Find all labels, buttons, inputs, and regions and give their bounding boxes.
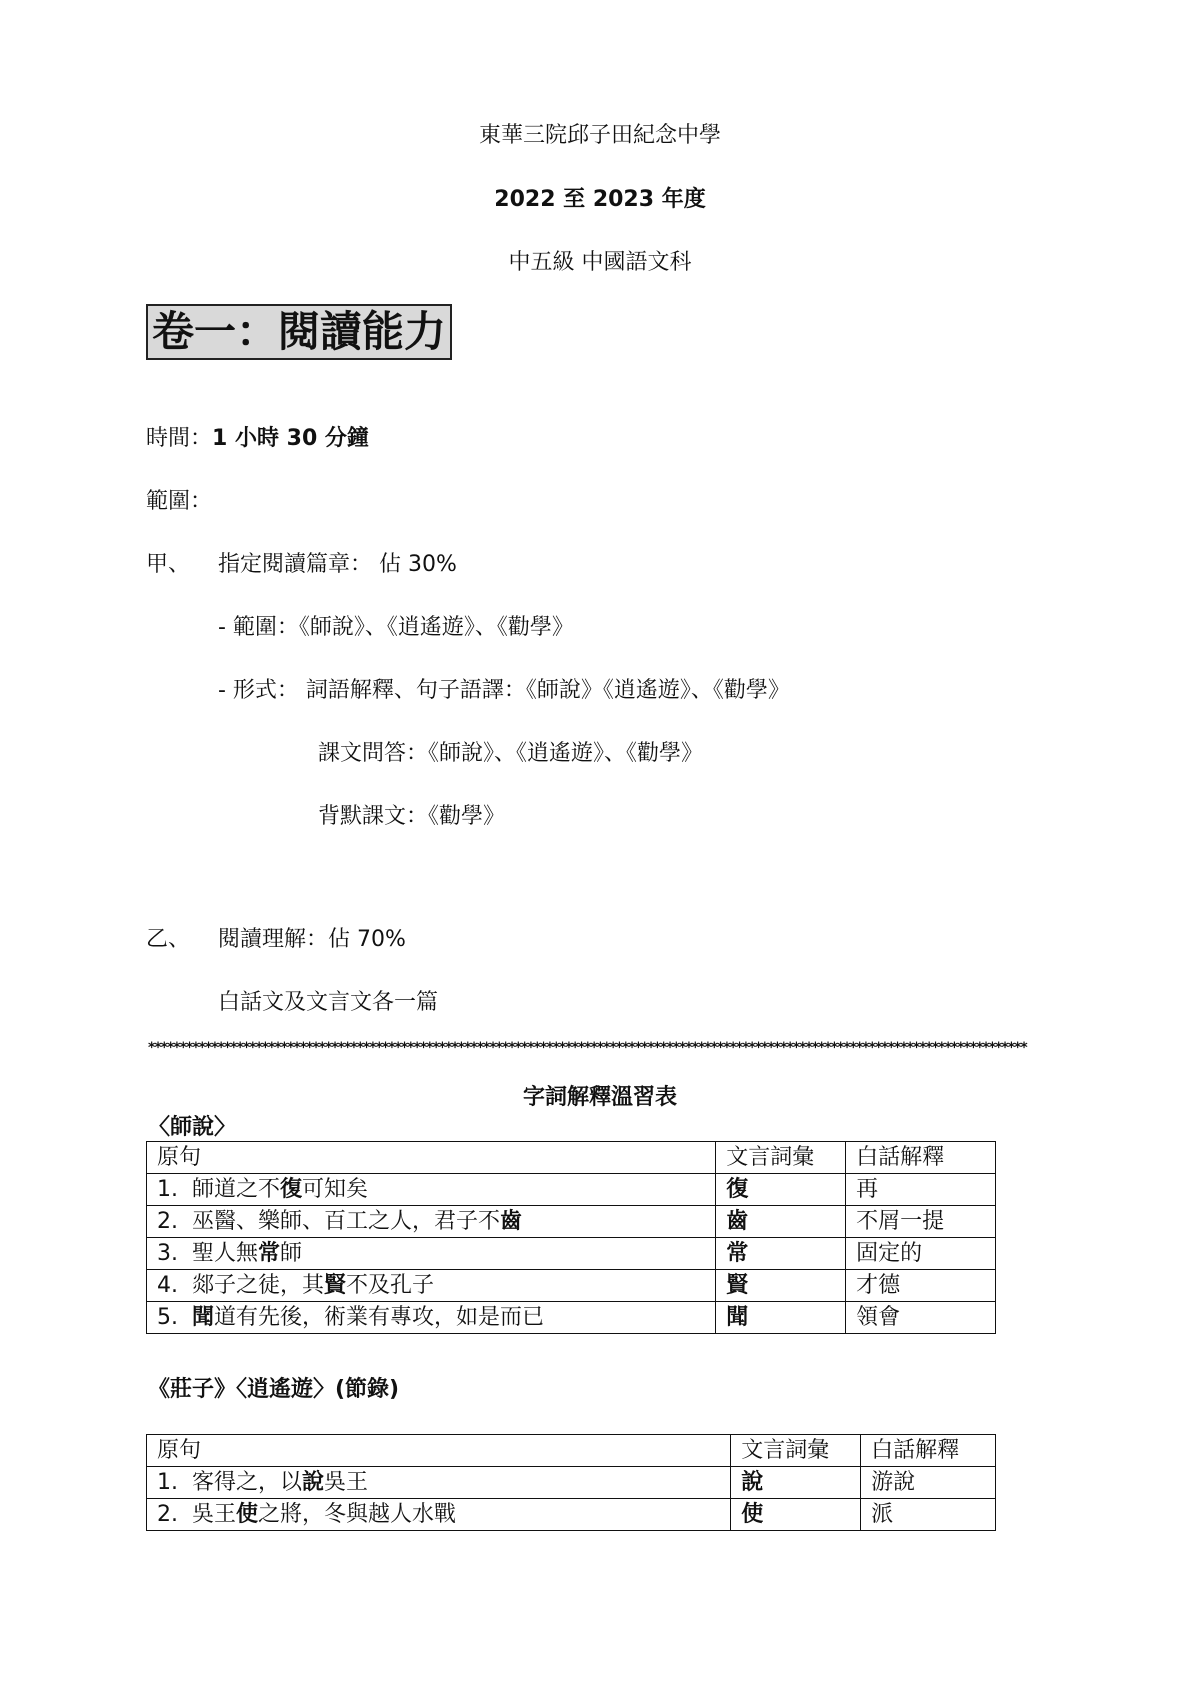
meaning-cell: 才德 — [846, 1270, 996, 1302]
table1-title: 〈師說〉 — [148, 1115, 237, 1140]
sentence-cell — [147, 1238, 716, 1270]
sentence-cell — [147, 1302, 716, 1334]
sentence-keyword: 聞 — [192, 1304, 215, 1330]
scope-label: 範圍： — [146, 489, 213, 514]
sentence-text: 可知矣 — [302, 1176, 369, 1202]
sentence-keyword: 賢 — [324, 1272, 347, 1298]
paper-title: 卷一：閱讀能力 — [146, 304, 452, 360]
table-row — [147, 1467, 996, 1499]
sentence-text: 不及孔子 — [346, 1272, 435, 1298]
row-number: 1. — [157, 1469, 178, 1495]
sentence-keyword: 齒 — [500, 1208, 523, 1234]
sentence-text: 師道之不 — [192, 1176, 281, 1202]
sentence-text: 郯子之徒，其 — [192, 1272, 325, 1298]
review-table-title: 字詞解釋溫習表 — [522, 1085, 677, 1110]
table-row — [147, 1499, 996, 1531]
sentence-text: 巫醫、樂師、百工之人，君子不 — [192, 1208, 501, 1234]
row-number: 2. — [157, 1208, 178, 1234]
sentence-keyword: 使 — [236, 1501, 259, 1527]
part-b-title: 閱讀理解：佔 70% — [218, 927, 406, 952]
table-row — [147, 1302, 996, 1334]
row-number: 2. — [157, 1501, 178, 1527]
sentence-cell — [147, 1499, 731, 1531]
part-a-recite: 背默課文：《勸學》 — [318, 804, 506, 829]
sentence-keyword: 常 — [258, 1240, 281, 1266]
sentence-cell — [147, 1270, 716, 1302]
subject-title: 中五級 中國語文科 — [508, 250, 692, 275]
sentence-text: 之將，冬與越人水戰 — [258, 1501, 457, 1527]
table2-header-sentence: 原句 — [147, 1435, 731, 1467]
row-number: 4. — [157, 1272, 178, 1298]
sentence-text: 客得之，以 — [192, 1469, 303, 1495]
academic-year: 2022 至 2023 年度 — [494, 187, 706, 212]
table2-header-word: 文言詞彙 — [731, 1435, 861, 1467]
table2-header-row — [147, 1435, 996, 1467]
school-name: 東華三院邱子田紀念中學 — [478, 123, 721, 148]
table2-header-meaning: 白話解釋 — [861, 1435, 996, 1467]
table1-header-row — [147, 1142, 996, 1174]
meaning-cell: 派 — [861, 1499, 996, 1531]
sentence-keyword: 復 — [280, 1176, 303, 1202]
row-number: 3. — [157, 1240, 178, 1266]
table1-header-meaning: 白話解釋 — [846, 1142, 996, 1174]
separator-line: ******************************************************************************************************************************************* — [148, 1040, 1027, 1056]
row-number: 5. — [157, 1304, 178, 1330]
part-a-format: - 形式： 詞語解釋、句子語譯：《師說》《逍遙遊》、《勸學》 — [218, 678, 790, 703]
row-number: 1. — [157, 1176, 178, 1202]
sentence-cell — [147, 1174, 716, 1206]
part-b-desc: 白話文及文言文各一篇 — [218, 990, 439, 1015]
table2-title: 《莊子》〈逍遙遊〉(節錄) — [148, 1377, 400, 1402]
part-a-title: 指定閱讀篇章： 佔 30% — [218, 552, 457, 577]
sentence-text: 師 — [280, 1240, 303, 1266]
table1-header-word: 文言詞彙 — [716, 1142, 846, 1174]
table-row — [147, 1206, 996, 1238]
time-value: 1 小時 30 分鐘 — [212, 426, 369, 451]
part-a-marker: 甲、 — [146, 552, 191, 577]
meaning-cell: 再 — [846, 1174, 996, 1206]
table2 — [146, 1434, 996, 1531]
word-cell: 說 — [731, 1467, 861, 1499]
table-row — [147, 1238, 996, 1270]
word-cell: 齒 — [716, 1206, 846, 1238]
meaning-cell: 固定的 — [846, 1238, 996, 1270]
meaning-cell: 游說 — [861, 1467, 996, 1499]
table-row — [147, 1174, 996, 1206]
sentence-cell — [147, 1467, 731, 1499]
part-b-marker: 乙、 — [146, 927, 191, 952]
part-a-scope: - 範圍：《師說》、《逍遙遊》、《勸學》 — [218, 615, 574, 640]
meaning-cell: 領會 — [846, 1302, 996, 1334]
time-label: 時間： — [146, 426, 213, 451]
part-a-qa: 課文問答：《師說》、《逍遙遊》、《勸學》 — [318, 741, 704, 766]
table1 — [146, 1141, 996, 1334]
word-cell: 聞 — [716, 1302, 846, 1334]
word-cell: 常 — [716, 1238, 846, 1270]
sentence-text: 道有先後，術業有專攻，如是而已 — [214, 1304, 545, 1330]
word-cell: 使 — [731, 1499, 861, 1531]
sentence-keyword: 說 — [302, 1469, 325, 1495]
time-line — [146, 421, 369, 452]
sentence-cell — [147, 1206, 716, 1238]
meaning-cell: 不屑一提 — [846, 1206, 996, 1238]
sentence-text: 吳王 — [192, 1501, 237, 1527]
table1-header-sentence: 原句 — [147, 1142, 716, 1174]
sentence-text: 吳王 — [324, 1469, 369, 1495]
sentence-text: 聖人無 — [192, 1240, 259, 1266]
table-row — [147, 1270, 996, 1302]
word-cell: 賢 — [716, 1270, 846, 1302]
word-cell: 復 — [716, 1174, 846, 1206]
